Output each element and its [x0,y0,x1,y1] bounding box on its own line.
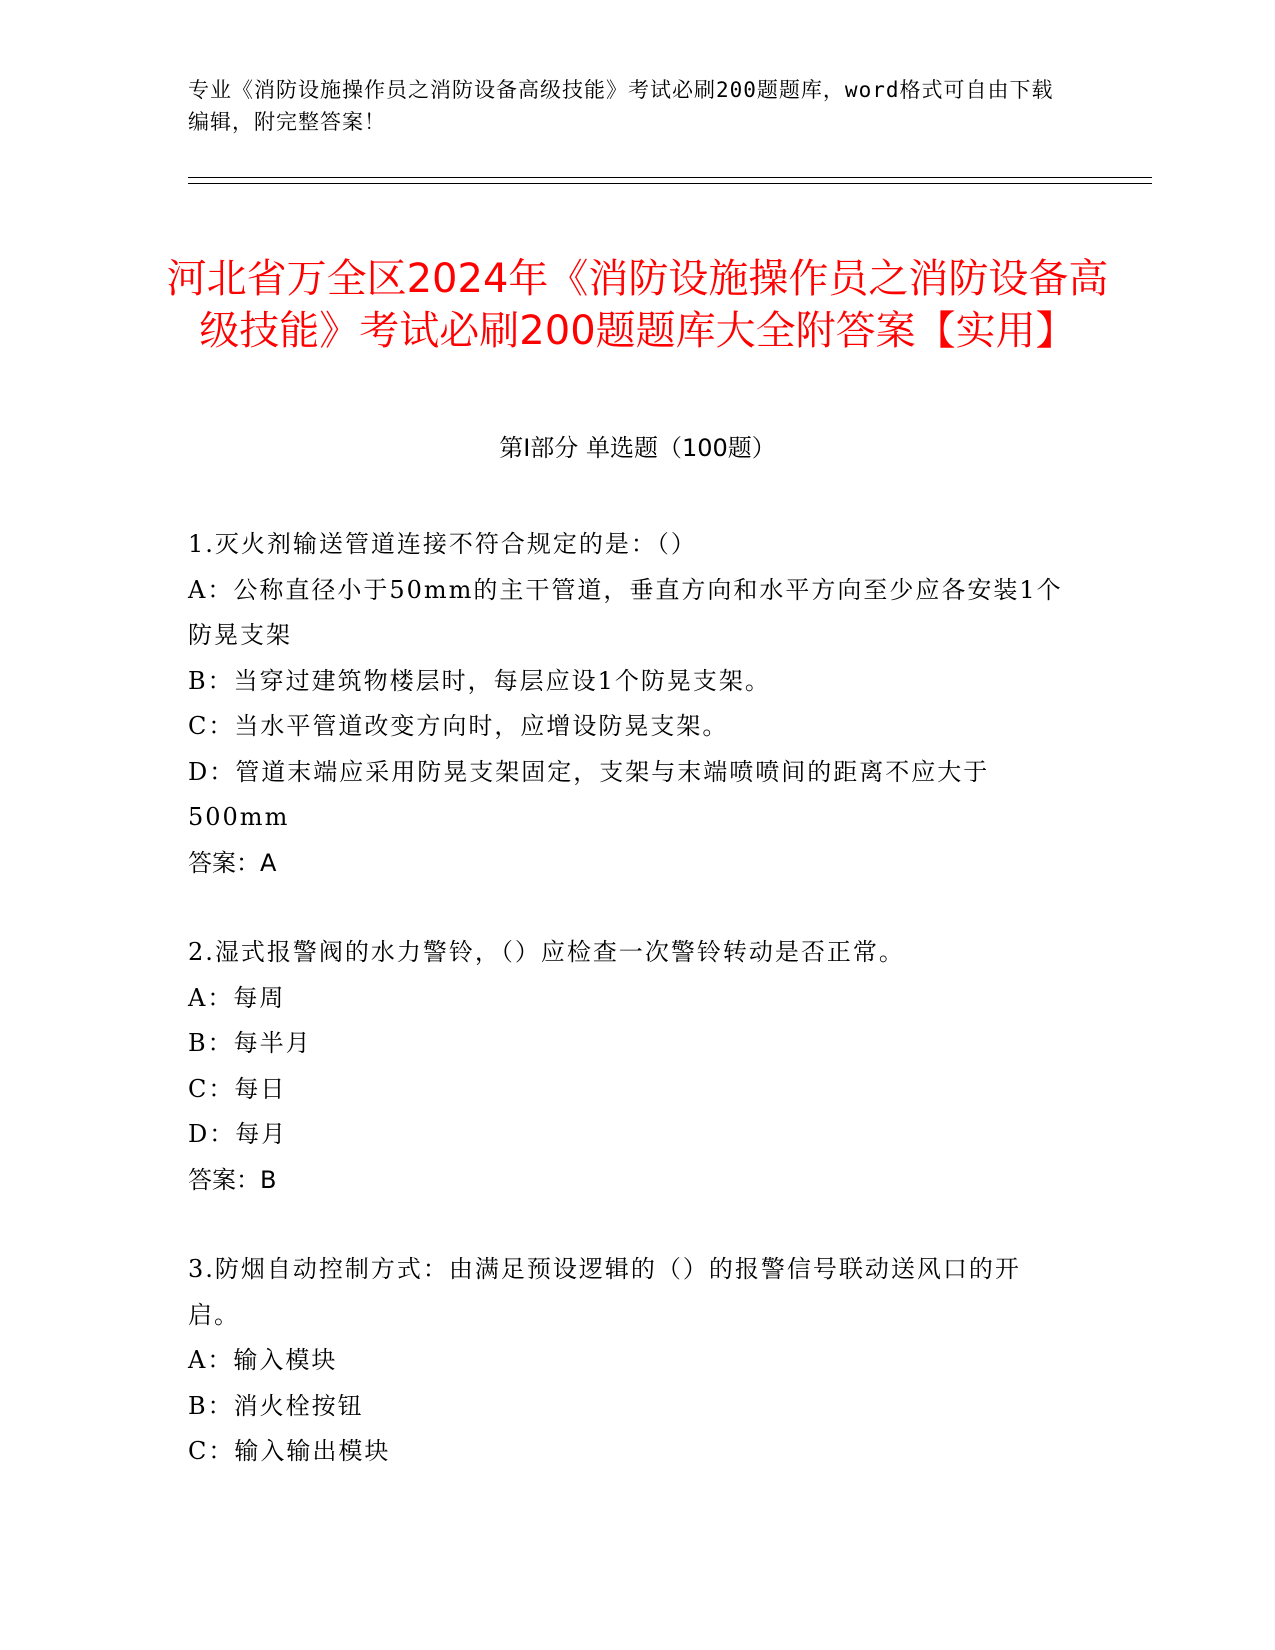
option-c: C：当水平管道改变方向时，应增设防晃支架。 [188,712,729,740]
option-d: D：管道末端应采用防晃支架固定，支架与末端喷喷间的距离不应大于500mm [188,757,990,831]
section-heading: 第I部分 单选题（100题） [499,434,776,462]
option-a: A：每周 [188,983,286,1012]
option-b: B：每半月 [188,1029,312,1057]
option-a: A：公称直径小于50mm的主干管道，垂直方向和水平方向至少应各安装1个防晃支架 [188,575,1063,649]
question-stem: 1.灭火剂输送管道连接不符合规定的是：（） [188,530,697,558]
option-d: D：每月 [188,1120,288,1148]
header-divider-top [188,177,1152,178]
question-stem: 3.防烟自动控制方式：由满足预设逻辑的（）的报警信号联动送风口的开启。 [188,1255,1021,1329]
header-divider-bottom [188,183,1152,184]
option-b: B：当穿过建筑物楼层时，每层应设1个防晃支架。 [188,666,771,695]
question-list [188,522,1068,1519]
question-stem: 2.湿式报警阀的水力警铃，（）应检查一次警铃转动是否正常。 [188,938,905,966]
document-title: 河北省万全区2024年《消防设施操作员之消防设备高级技能》考试必刷200题题库大全附答案【实用】 [166,255,1109,354]
option-c: C：输入输出模块 [188,1437,391,1465]
option-b: B：消火栓按钮 [188,1391,364,1420]
header-note: 专业《消防设施操作员之消防设备高级技能》考试必刷200题题库，word格式可自由下载编辑，附完整答案！ [188,78,1054,134]
answer-text: 答案：A [188,848,277,877]
question-1 [188,522,1068,886]
question-2 [188,930,1068,1203]
answer-text: 答案：B [188,1165,277,1194]
option-c: C：每日 [188,1074,287,1103]
question-3 [188,1247,1068,1475]
option-a: A：输入模块 [188,1346,338,1374]
